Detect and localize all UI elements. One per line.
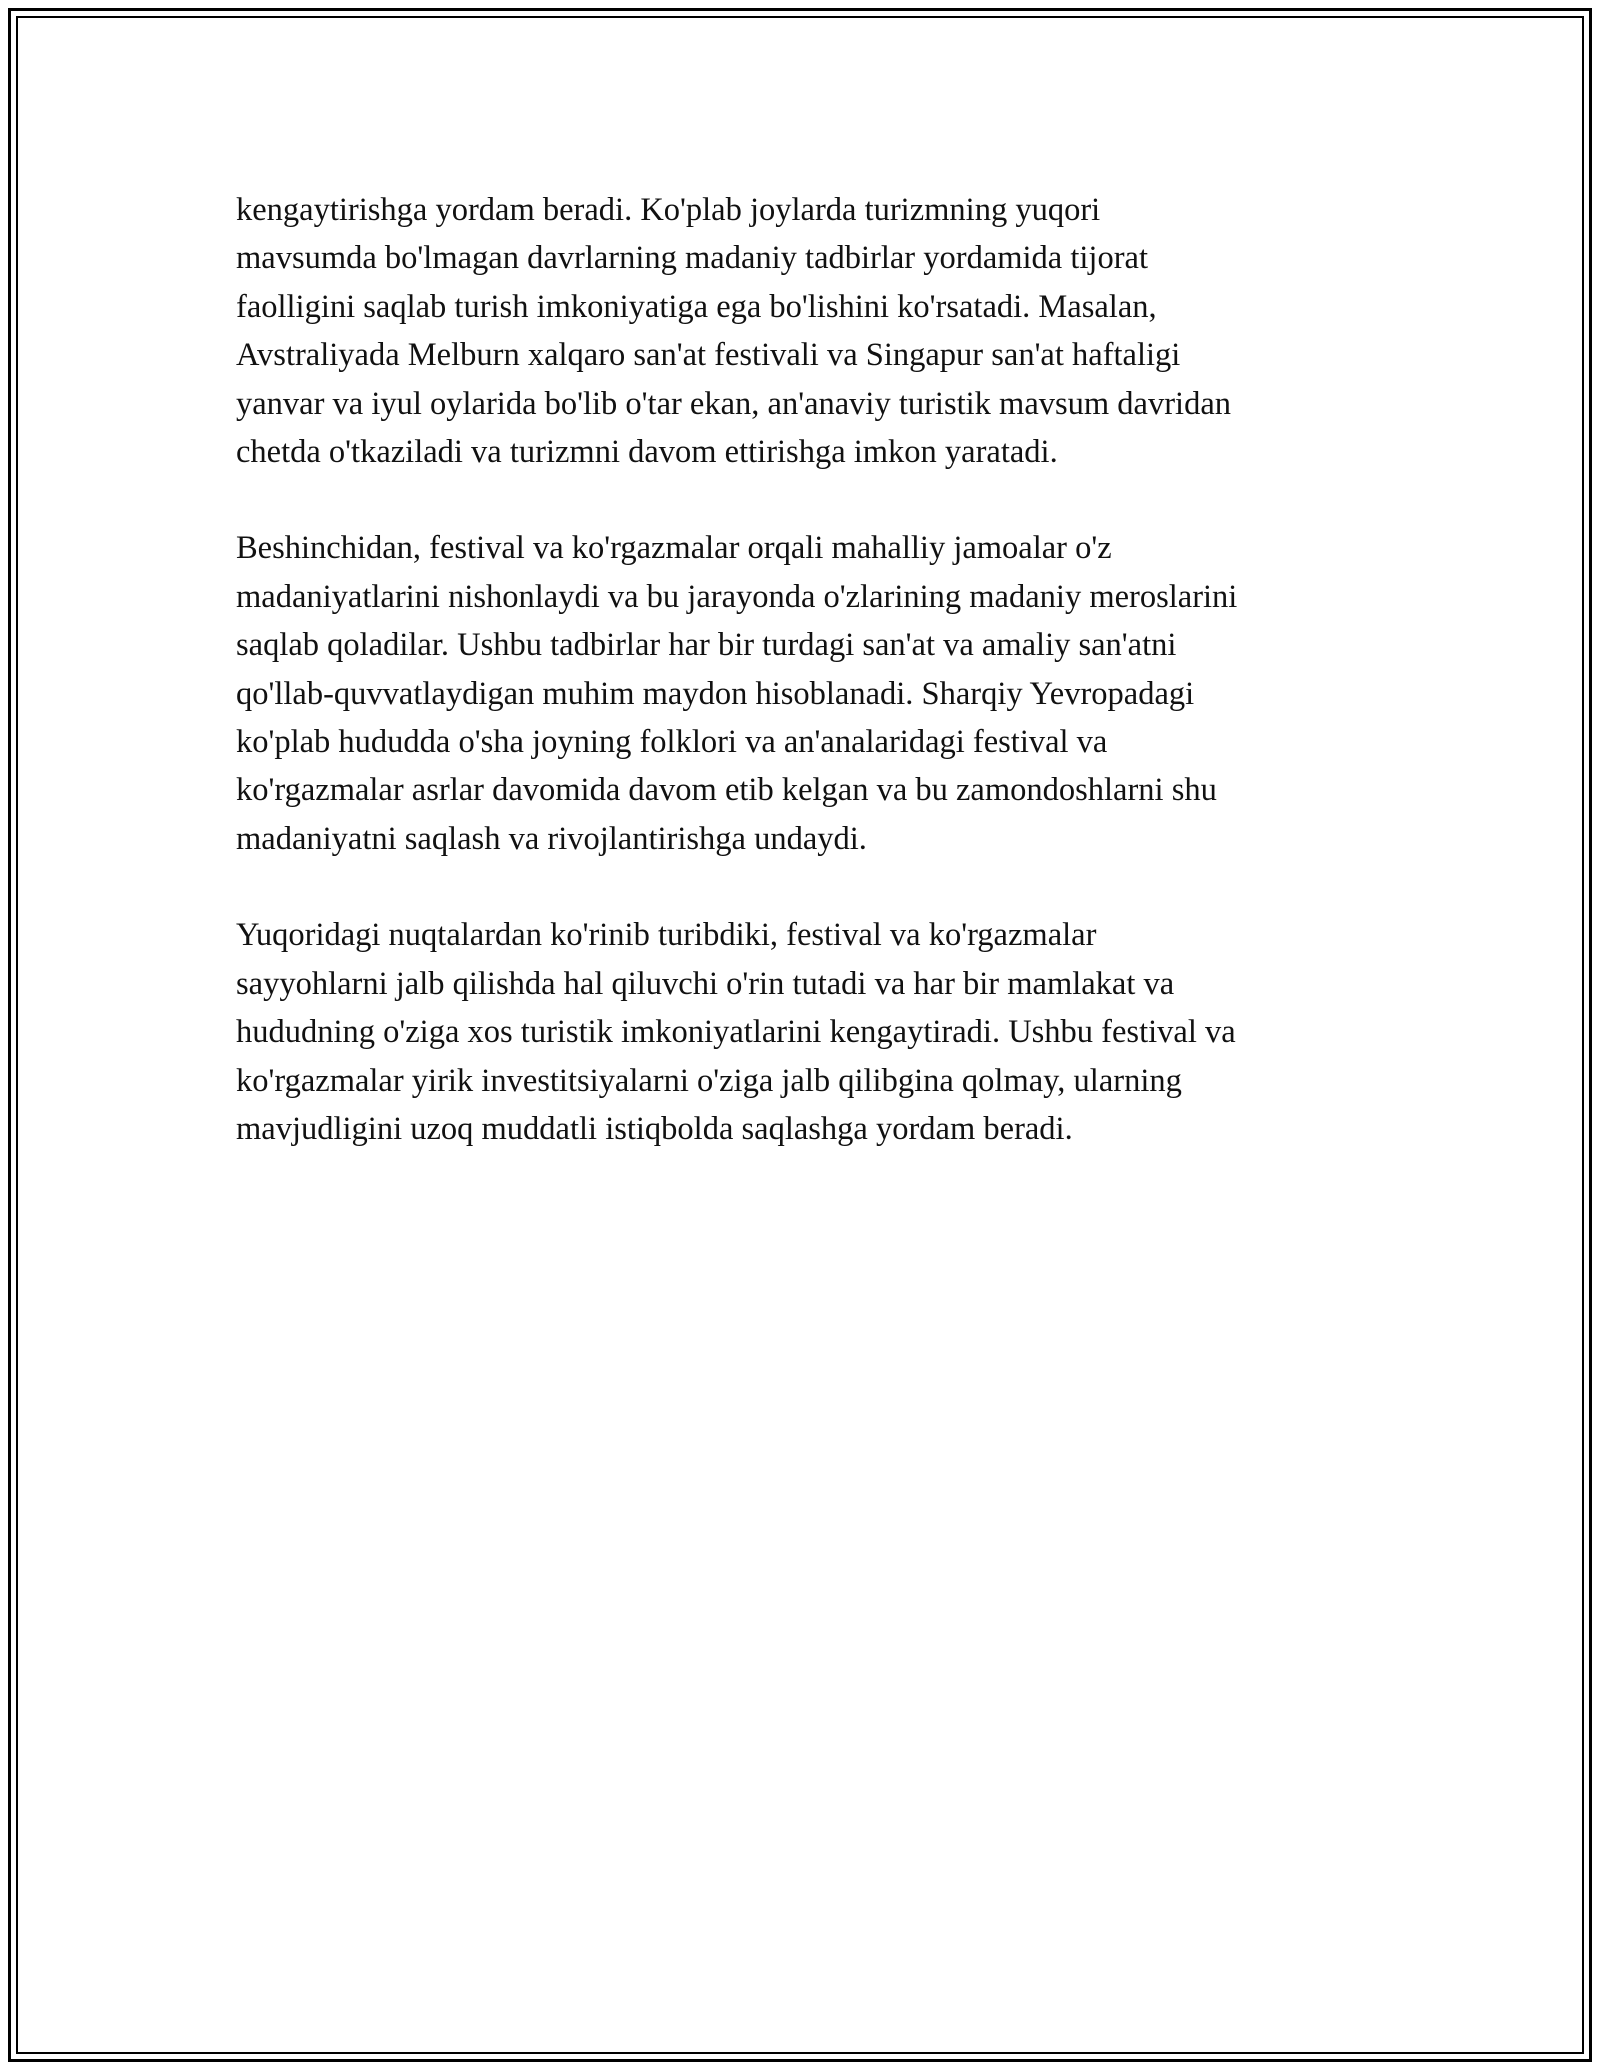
paragraph-1: kengaytirishga yordam beradi. Ko'plab joylarda turizmning yuqori mavsumda bo'lmagan davrlarning madaniy tadbirlar yordamida tijorat faolligini saqlab turish imkoniyatiga ega bo'lishini ko'rsatadi. Masalan, Avstraliyada Melburn xalqaro san'at festivali va Singapur san'at haftaligi yanvar va iyul oylarida bo'lib o'tar ekan, an'anaviy turistik mavsum davridan chetda o'tkaziladi va turizmni davom ettirishga imkon yaratadi. bbox=[236, 192, 1231, 471]
document-body bbox=[236, 186, 1376, 1201]
paragraph-3: Yuqoridagi nuqtalardan ko'rinib turibdiki, festival va ko'rgazmalar sayyohlarni jalb qilishda hal qiluvchi o'rin tutadi va har bir mamlakat va hududning o'ziga xos turistik imkoniyatlarini kengaytiradi. Ushbu festival va ko'rgazmalar yirik investitsiyalarni o'ziga jalb qilibgina qolmay, ularning mavjudligini uzoq muddatli istiqbolda saqlashga yordam beradi. bbox=[236, 917, 1236, 1147]
paragraph-2: Beshinchidan, festival va ko'rgazmalar orqali mahalliy jamoalar o'z madaniyatlarini nishonlaydi va bu jarayonda o'zlarining madaniy meroslarini saqlab qoladilar. Ushbu tadbirlar har bir turdagi san'at va amaliy san'atni qo'llab-quvvatlaydigan muhim maydon hisoblanadi. Sharqiy Yevropadagi ko'plab hududda o'sha joyning folklori va an'analaridagi festival va ko'rgazmalar asrlar davomida davom etib kelgan va bu zamondoshlarni shu madaniyatni saqlash va rivojlantirishga undaydi. bbox=[236, 530, 1238, 857]
